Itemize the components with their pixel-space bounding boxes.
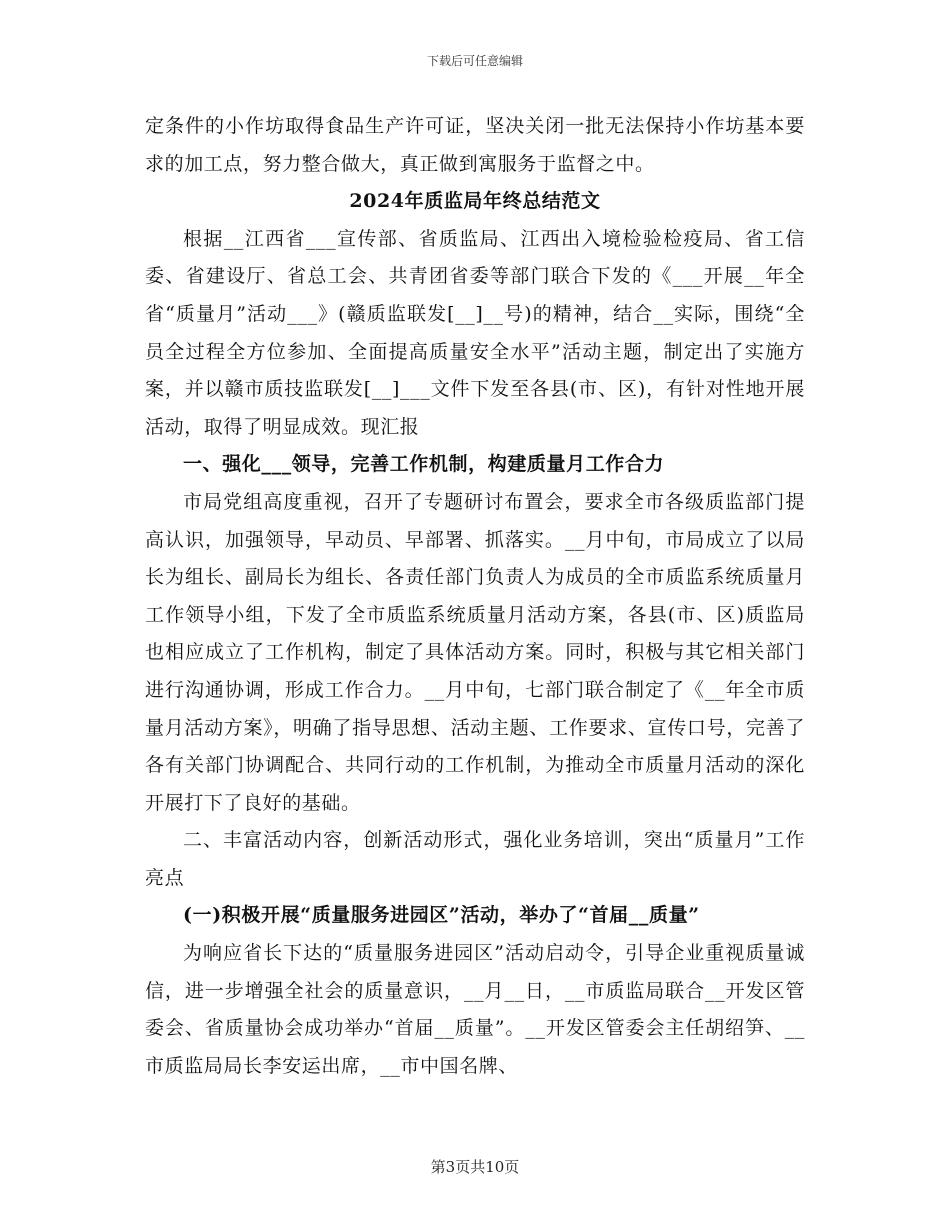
section-heading-2: 二、丰富活动内容，创新活动形式，强化业务培训，突出“质量月”工作亮点 (145, 829, 805, 889)
document-body (145, 108, 805, 1085)
document-title: 2024年质监局年终总结范文 (349, 190, 601, 213)
paragraph-intro: 根据__江西省___宣传部、省质监局、江西出入境检验检疫局、省工信委、省建设厅、省总工会、共青团省委等部门联合下发的《___开展__年全省“质量月”活动___》(赣质监联发[__]__号)的精神，结合__实际，围绕“全员全过程全方位参加、全面提高质量安全水平”活动主题，制定出了实施方案，并以赣市质技监联发[__]___文件下发至各县(市、区)，有针对性地开展活动，取得了明显成效。现汇报 (145, 227, 805, 438)
paragraph-continuation: 定条件的小作坊取得食品生产许可证，坚决关闭一批无法保持小作坊基本要求的加工点，努力整合做大，真正做到寓服务于监督之中。 (145, 115, 805, 175)
section-heading-1: 一、强化___领导，完善工作机制，构建质量月工作合力 (183, 453, 665, 476)
subsection-heading-1: (一)积极开展“质量服务进园区”活动，举办了“首届__质量” (183, 904, 700, 927)
header-note: 下载后可任意编辑 (426, 54, 523, 68)
paragraph-section-1: 市局党组高度重视，召开了专题研讨布置会，要求全市各级质监部门提高认识，加强领导，早动员、早部署、抓落实。__月中旬，市局成立了以局长为组长、副局长为组长、各责任部门负责人为成员的全市质监系统质量月工作领导小组，下发了全市质监系统质量月活动方案，各县(市、区)质监局也相应成立了工作机构，制定了具体活动方案。同时，积极与其它相关部门进行沟通协调，形成工作合力。__月中旬，七部门联合制定了《__年全市质量月活动方案》，明确了指导思想、活动主题、工作要求、宣传口号，完善了各有关部门协调配合、共同行动的工作机制，为推动全市质量月活动的深化开展打下了良好的基础。 (145, 490, 805, 814)
page-number: 第3页共10页 (430, 1158, 520, 1176)
paragraph-subsection-1: 为响应省长下达的“质量服务进园区”活动启动令，引导企业重视质量诚信，进一步增强全社会的质量意识，__月__日，__市质监局联合__开发区管委会、省质量协会成功举办“首届__质量”。__开发区管委会主任胡绍笋、__市质监局局长李安运出席，__市中国名牌、 (145, 942, 805, 1077)
